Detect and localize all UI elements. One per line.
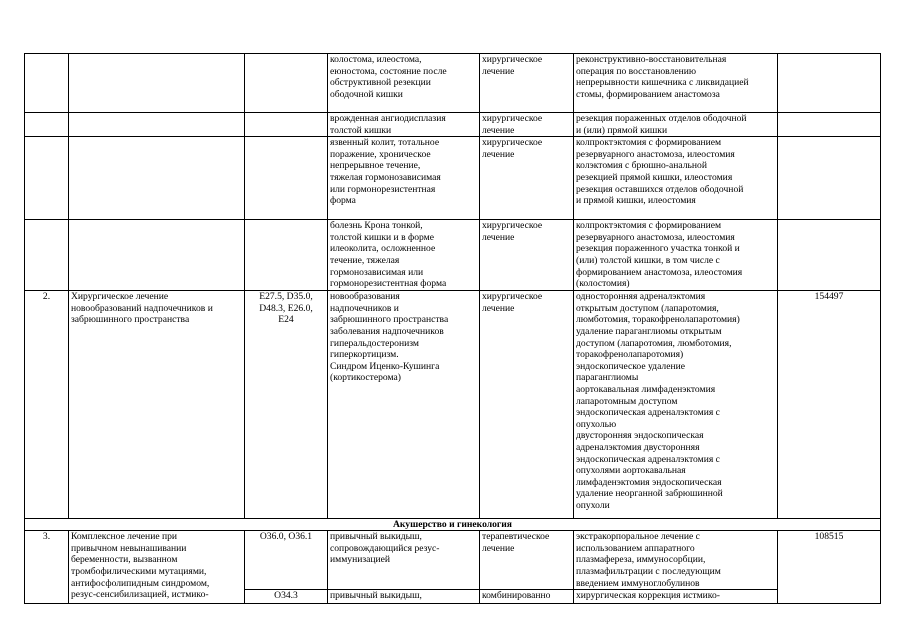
treatment-method-cell-line: лапаротомным доступом	[576, 395, 678, 407]
treatment-method-cell	[574, 590, 778, 604]
treatment-type-cell-line: хирургическое	[482, 137, 543, 149]
treatment-type-cell-line: лечение	[482, 148, 515, 160]
table-row	[25, 291, 881, 519]
treatment-type-cell	[480, 220, 574, 291]
patient-model-cell	[328, 291, 480, 519]
treatment-method-cell	[574, 220, 778, 291]
treatment-method-cell-line: торакофренолапаротомия)	[576, 349, 684, 361]
table-row	[25, 137, 881, 220]
patient-model-cell-line: заболевания надпочечников	[330, 325, 444, 337]
patient-model-cell-line: язвенный колит, тотальное	[330, 137, 440, 149]
diagnosis-codes-cell: O36.0, O36.1	[245, 531, 328, 590]
treatment-type-cell-line: хирургическое	[482, 113, 543, 124]
patient-model-cell-line: иммунизацией	[330, 554, 391, 566]
patient-model-cell-line: поражение, хроническое	[330, 148, 431, 160]
patient-model-cell-line: или гормонорезистентная	[330, 183, 436, 195]
row-number-cell	[25, 220, 69, 291]
treatment-method-cell-line: реконструктивно-восстановительная	[576, 54, 727, 65]
patient-model-cell-line: врожденная ангиодисплазия	[330, 113, 446, 124]
treatment-method-cell-line: колпроктэктомия с формированием	[576, 137, 722, 149]
procedure-name-cell	[69, 531, 245, 604]
diagnosis-codes-cell	[245, 220, 328, 291]
treatment-type-cell	[480, 291, 574, 519]
table-row	[25, 113, 881, 137]
treatment-method-cell-line: двусторонняя эндоскопическая	[576, 430, 704, 442]
patient-model-cell-line: надпочечников и	[330, 302, 399, 314]
treatment-method-cell-line: введением иммуноглобулинов	[576, 577, 700, 589]
patient-model-cell-line: гормонозависимая или	[330, 266, 424, 278]
treatment-type-cell-line: лечение	[482, 542, 515, 554]
procedure-name-cell	[69, 291, 245, 519]
treatment-type-cell-line: лечение	[482, 124, 515, 136]
treatment-type-cell-line: комбинированно	[482, 590, 551, 602]
treatment-method-cell-line: доступом (лапаротомия, люмботомия,	[576, 337, 732, 349]
cost-cell	[778, 220, 881, 291]
treatment-method-cell-line: колэктомия с брюшно-анальной	[576, 160, 707, 172]
cost-cell	[778, 137, 881, 220]
patient-model-cell-line: толстой кишки	[330, 124, 392, 136]
patient-model-cell-line: непрерывное течение,	[330, 160, 421, 172]
patient-model-cell-line: болезнь Крона тонкой,	[330, 220, 423, 232]
treatment-method-cell-line: резекцией прямой кишки, илеостомия	[576, 171, 733, 183]
treatment-type-cell-line: хирургическое	[482, 220, 543, 232]
cost-cell	[778, 54, 881, 113]
patient-model-cell-line: течение, тяжелая	[330, 254, 400, 266]
diagnosis-codes-cell	[245, 54, 328, 113]
row-number-cell	[25, 137, 69, 220]
row-number-cell	[25, 54, 69, 113]
treatment-type-cell-line: лечение	[482, 65, 515, 77]
patient-model-cell-line: новообразования	[330, 291, 400, 303]
treatment-type-cell-line: лечение	[482, 302, 515, 314]
treatment-method-cell-line: резервуарного анастомоза, илеостомия	[576, 231, 735, 243]
treatment-method-cell-line: эндоскопическое удаление	[576, 360, 685, 372]
treatment-type-cell-line: хирургическое	[482, 54, 543, 65]
treatment-method-cell-line: резекция оставшихся отделов ободочной	[576, 183, 744, 195]
procedure-name-cell-line: антифосфолипидным синдромом,	[71, 577, 210, 589]
treatment-method-cell-line: удаление неорганной забрюшинной	[576, 488, 723, 500]
patient-model-cell-line: форма	[330, 195, 356, 207]
diagnosis-codes-cell	[245, 137, 328, 220]
patient-model-cell	[328, 113, 480, 137]
patient-model-cell-line: толстой кишки и в форме	[330, 231, 435, 243]
treatment-method-cell-line: колпроктэктомия с формированием	[576, 220, 722, 232]
procedure-name-cell-line: резус-сенсибилизацией, истмико-	[71, 589, 209, 601]
treatment-method-cell-line: плазмафереза, иммуносорбции,	[576, 554, 706, 566]
cost-cell	[778, 113, 881, 137]
patient-model-cell	[328, 531, 480, 590]
treatment-type-cell-line: лечение	[482, 231, 515, 243]
procedure-name-cell-line: Комплексное лечение при	[71, 531, 178, 543]
row-number-cell	[25, 113, 69, 137]
section-title: Акушерство и гинекология	[25, 519, 881, 531]
diagnosis-codes-cell-line: E27.5, D35.0,	[259, 291, 313, 303]
procedure-name-cell-line: тромбофилическими мутациями,	[71, 565, 207, 577]
diagnosis-codes-cell: O34.3	[245, 590, 328, 604]
treatment-method-cell-line: операция по восстановлению	[576, 65, 697, 77]
treatment-method-cell-line: опухолями аортокавальная	[576, 465, 686, 477]
treatment-type-cell	[480, 113, 574, 137]
treatment-method-cell-line: хирургическая коррекция истмико-	[576, 590, 720, 602]
patient-model-cell	[328, 54, 480, 113]
patient-model-cell-line: гиперальдостеронизм	[330, 337, 419, 349]
patient-model-cell-line: обструктивной резекции	[330, 77, 431, 89]
treatment-method-cell-line: формированием анастомоза, илеостомия	[576, 266, 743, 278]
patient-model-cell-line: гормонорезистентная форма	[330, 278, 447, 290]
procedure-name-cell-line: Хирургическое лечение	[71, 291, 169, 303]
treatment-type-cell	[480, 531, 574, 590]
patient-model-cell-line: колостома, илеостома,	[330, 54, 422, 65]
medical-procedures-table	[24, 53, 881, 604]
procedure-name-cell	[69, 54, 245, 113]
procedure-name-cell-line: беременности, вызванном	[71, 554, 178, 566]
diagnosis-codes-cell	[245, 113, 328, 137]
procedure-name-cell	[69, 220, 245, 291]
diagnosis-codes-cell	[245, 291, 328, 519]
table-row	[25, 220, 881, 291]
patient-model-cell-line: привычный выкидыш,	[330, 590, 422, 602]
row-number-cell: 3.	[25, 531, 69, 604]
diagnosis-codes-cell-line: E24	[278, 314, 294, 326]
treatment-method-cell-line: аортокавальная лимфаденэктомия	[576, 383, 716, 395]
treatment-method-cell-line: открытым доступом (лапаротомия,	[576, 302, 719, 314]
treatment-method-cell-line: экстракорпоральное лечение с	[576, 531, 700, 543]
treatment-type-cell	[480, 590, 574, 604]
treatment-method-cell	[574, 54, 778, 113]
row-number-cell: 2.	[25, 291, 69, 519]
procedure-name-cell	[69, 137, 245, 220]
treatment-method-cell-line: параганглиомы	[576, 372, 639, 384]
treatment-method-cell	[574, 291, 778, 519]
treatment-method-cell-line: резекция пораженного участка тонкой и	[576, 243, 740, 255]
section-header-row	[25, 519, 881, 531]
patient-model-cell-line: еюностома, состояние после	[330, 65, 447, 77]
patient-model-cell-line: привычный выкидыш,	[330, 531, 422, 543]
patient-model-cell-line: сопровождающийся резус-	[330, 542, 440, 554]
treatment-type-cell	[480, 137, 574, 220]
treatment-method-cell-line: люмботомия, торакофренолапаротомия)	[576, 314, 740, 326]
cost-cell: 154497	[778, 291, 881, 519]
treatment-method-cell-line: непрерывности кишечника с ликвидацией	[576, 77, 749, 89]
treatment-method-cell-line: опухолью	[576, 418, 617, 430]
treatment-type-cell	[480, 54, 574, 113]
patient-model-cell-line: тяжелая гормонозависимая	[330, 171, 441, 183]
treatment-method-cell-line: использованием аппаратного	[576, 542, 695, 554]
patient-model-cell	[328, 137, 480, 220]
diagnosis-codes-cell-line: D48.3, E26.0,	[259, 302, 313, 314]
patient-model-cell-line: гиперкортицизм.	[330, 349, 399, 361]
patient-model-cell	[328, 220, 480, 291]
procedure-name-cell-line: привычном невынашивании	[71, 542, 187, 554]
treatment-method-cell-line: (колостомия)	[576, 278, 630, 290]
cost-cell: 108515	[778, 531, 881, 604]
treatment-method-cell-line: эндоскопическая адреналэктомия с	[576, 453, 720, 465]
procedure-name-cell	[69, 113, 245, 137]
treatment-method-cell	[574, 531, 778, 590]
patient-model-cell-line: Синдром Иценко-Кушинга	[330, 360, 440, 372]
procedure-name-cell-line: новообразований надпочечников и	[71, 302, 213, 314]
treatment-method-cell-line: адреналэктомия двусторонняя	[576, 441, 700, 453]
treatment-method-cell-line: резекция пораженных отделов ободочной	[576, 113, 747, 124]
treatment-type-cell-line: терапевтическое	[482, 531, 550, 543]
procedure-name-cell-line: забрюшинного пространства	[71, 314, 190, 326]
table-row	[25, 54, 881, 113]
treatment-type-cell-line: хирургическое	[482, 291, 543, 303]
patient-model-cell-line: илеоколита, осложненное	[330, 243, 436, 255]
treatment-method-cell-line: эндоскопическая адреналэктомия с	[576, 407, 720, 419]
treatment-method-cell	[574, 113, 778, 137]
treatment-method-cell-line: удаление параганглиомы открытым	[576, 325, 722, 337]
table-row	[25, 531, 881, 590]
treatment-method-cell-line: опухоли	[576, 499, 610, 511]
patient-model-cell-line: ободочной кишки	[330, 88, 403, 100]
treatment-method-cell-line: резервуарного анастомоза, илеостомия	[576, 148, 735, 160]
treatment-method-cell-line: односторонняя адреналэктомия	[576, 291, 706, 303]
treatment-method-cell-line: (или) толстой кишки, в том числе с	[576, 254, 720, 266]
patient-model-cell	[328, 590, 480, 604]
treatment-method-cell-line: и (или) прямой кишки	[576, 124, 668, 136]
treatment-method-cell-line: и прямой кишки, илеостомия	[576, 195, 696, 207]
patient-model-cell-line: (кортикостерома)	[330, 372, 401, 384]
treatment-method-cell	[574, 137, 778, 220]
treatment-method-cell-line: плазмафильтрации с последующим	[576, 565, 721, 577]
patient-model-cell-line: забрюшинного пространства	[330, 314, 449, 326]
treatment-method-cell-line: лимфаденэктомия эндоскопическая	[576, 476, 722, 488]
treatment-method-cell-line: стомы, формированием анастомоза	[576, 88, 720, 100]
